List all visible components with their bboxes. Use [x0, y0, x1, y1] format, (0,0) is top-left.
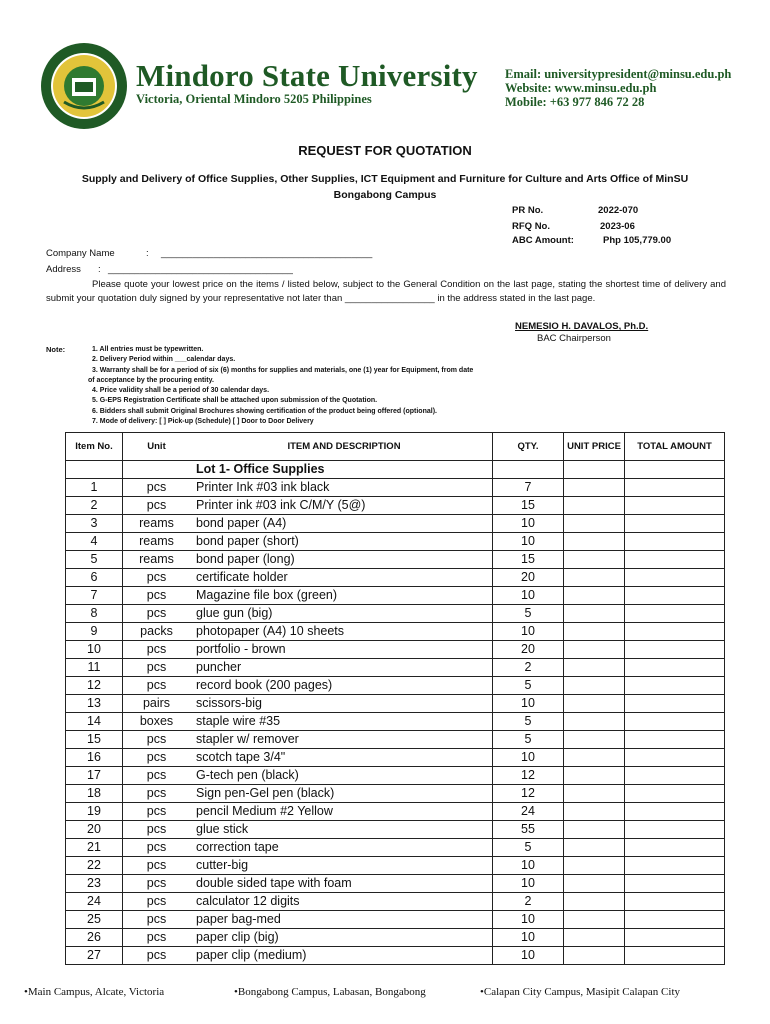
item-unit: pcs	[123, 677, 191, 695]
unit-price-cell[interactable]	[564, 947, 625, 965]
item-description: stapler w/ remover	[190, 731, 493, 749]
item-number: 22	[66, 857, 123, 875]
item-description: Magazine file box (green)	[190, 587, 493, 605]
item-unit: pcs	[123, 479, 191, 497]
item-number: 7	[66, 587, 123, 605]
table-row	[66, 785, 725, 803]
item-quantity: 2	[493, 893, 564, 911]
header-total-amount: TOTAL AMOUNT	[625, 433, 725, 461]
item-quantity: 15	[493, 497, 564, 515]
company-name-label: Company Name	[46, 248, 115, 259]
note-item: 2. Delivery Period within ___calendar days.	[92, 356, 236, 364]
unit-price-cell[interactable]	[564, 839, 625, 857]
total-amount-cell[interactable]	[625, 641, 725, 659]
item-description: Sign pen-Gel pen (black)	[190, 785, 493, 803]
header-item-no: Item No.	[66, 433, 123, 461]
unit-price-cell[interactable]	[564, 785, 625, 803]
university-name: Mindoro State University	[136, 58, 478, 93]
item-number: 3	[66, 515, 123, 533]
total-amount-cell[interactable]	[625, 551, 725, 569]
header-unit: Unit	[123, 433, 191, 461]
item-quantity: 10	[493, 911, 564, 929]
item-number: 13	[66, 695, 123, 713]
abc-value: Php 105,779.00	[603, 235, 672, 246]
unit-price-cell[interactable]	[564, 857, 625, 875]
total-amount-cell[interactable]	[625, 947, 725, 965]
unit-price-cell[interactable]	[564, 533, 625, 551]
unit-price-cell[interactable]	[564, 875, 625, 893]
table-row	[66, 551, 725, 569]
item-number: 1	[66, 479, 123, 497]
item-number: 20	[66, 821, 123, 839]
item-unit: pcs	[123, 731, 191, 749]
item-number: 12	[66, 677, 123, 695]
table-row	[66, 623, 725, 641]
table-row	[66, 875, 725, 893]
item-number: 19	[66, 803, 123, 821]
item-description: pencil Medium #2 Yellow	[190, 803, 493, 821]
item-quantity: 10	[493, 587, 564, 605]
contact-mobile: Mobile: +63 977 846 72 28	[505, 95, 645, 109]
note-item: 6. Bidders shall submit Original Brochures showing certification of the product being offered (optional).	[92, 407, 437, 415]
item-quantity: 55	[493, 821, 564, 839]
table-row	[66, 533, 725, 551]
table-row	[66, 569, 725, 587]
item-number: 9	[66, 623, 123, 641]
item-unit: pcs	[123, 497, 191, 515]
item-quantity: 20	[493, 641, 564, 659]
rfq-value: 2023-06	[600, 221, 635, 232]
total-amount-cell[interactable]	[625, 785, 725, 803]
table-row	[66, 803, 725, 821]
item-quantity: 10	[493, 533, 564, 551]
item-unit: pcs	[123, 839, 191, 857]
item-description: staple wire #35	[190, 713, 493, 731]
item-unit: pcs	[123, 641, 191, 659]
contact-website: Website: www.minsu.edu.ph	[505, 81, 657, 95]
note-item: 1. All entries must be typewritten.	[92, 346, 204, 353]
total-amount-cell[interactable]	[625, 893, 725, 911]
unit-price-cell[interactable]	[564, 749, 625, 767]
note-item: 3. Warranty shall be for a period of six (6) months for supplies and materials, one (1) year for Equipment, from date	[92, 366, 474, 374]
total-amount-cell[interactable]	[625, 911, 725, 929]
item-quantity: 10	[493, 947, 564, 965]
table-row	[66, 929, 725, 947]
total-amount-cell[interactable]	[625, 767, 725, 785]
lot-row	[66, 461, 725, 479]
item-quantity: 5	[493, 731, 564, 749]
item-quantity: 10	[493, 749, 564, 767]
item-description: record book (200 pages)	[190, 677, 493, 695]
item-number: 11	[66, 659, 123, 677]
item-quantity: 5	[493, 839, 564, 857]
contact-email: Email: universitypresident@minsu.edu.ph	[505, 67, 732, 81]
notes-list	[90, 345, 473, 427]
unit-price-cell[interactable]	[564, 695, 625, 713]
item-quantity: 10	[493, 623, 564, 641]
note-item: of acceptance by the procuring entity.	[88, 376, 214, 384]
item-quantity: 5	[493, 605, 564, 623]
item-number: 27	[66, 947, 123, 965]
total-amount-cell[interactable]	[625, 497, 725, 515]
total-amount-cell[interactable]	[625, 569, 725, 587]
item-quantity: 20	[493, 569, 564, 587]
total-amount-cell[interactable]	[625, 533, 725, 551]
table-row	[66, 605, 725, 623]
item-quantity: 10	[493, 875, 564, 893]
item-quantity: 10	[493, 695, 564, 713]
item-unit: reams	[123, 515, 191, 533]
item-quantity: 5	[493, 713, 564, 731]
item-number: 18	[66, 785, 123, 803]
unit-price-cell[interactable]	[564, 713, 625, 731]
item-number: 2	[66, 497, 123, 515]
footer-calapan-campus: •Calapan City Campus, Masipit Calapan City	[480, 986, 680, 998]
unit-price-cell[interactable]	[564, 479, 625, 497]
item-description: bond paper (long)	[190, 551, 493, 569]
unit-price-cell[interactable]	[564, 767, 625, 785]
table-row	[66, 731, 725, 749]
total-amount-cell[interactable]	[625, 731, 725, 749]
document-title: REQUEST FOR QUOTATION	[298, 143, 472, 158]
table-row	[66, 515, 725, 533]
item-unit: pcs	[123, 749, 191, 767]
unit-price-cell[interactable]	[564, 911, 625, 929]
note-item: 4. Price validity shall be a period of 30 calendar days.	[92, 387, 270, 395]
table-row	[66, 659, 725, 677]
total-amount-cell[interactable]	[625, 515, 725, 533]
item-unit: pcs	[123, 569, 191, 587]
unit-price-cell[interactable]	[564, 497, 625, 515]
unit-price-cell[interactable]	[564, 569, 625, 587]
header-unit-price: UNIT PRICE	[564, 433, 625, 461]
item-number: 15	[66, 731, 123, 749]
table-row	[66, 947, 725, 965]
total-amount-cell[interactable]	[625, 677, 725, 695]
unit-price-cell[interactable]	[564, 821, 625, 839]
item-quantity: 12	[493, 785, 564, 803]
total-amount-cell[interactable]	[625, 623, 725, 641]
total-amount-cell[interactable]	[625, 839, 725, 857]
table-row	[66, 497, 725, 515]
table-row	[66, 749, 725, 767]
table-row	[66, 677, 725, 695]
table-row	[66, 695, 725, 713]
item-description: paper clip (medium)	[190, 947, 493, 965]
item-unit: pcs	[123, 947, 191, 965]
item-quantity: 2	[493, 659, 564, 677]
note-item: 5. G-EPS Registration Certificate shall be attached upon submission of the Quotation.	[92, 397, 378, 405]
item-number: 8	[66, 605, 123, 623]
address-field[interactable]: ___________________________________	[108, 264, 293, 275]
item-unit: pcs	[123, 785, 191, 803]
pr-value: 2022-070	[598, 205, 639, 216]
total-amount-cell[interactable]	[625, 587, 725, 605]
item-unit: boxes	[123, 713, 191, 731]
university-seal-logo	[40, 42, 128, 130]
table-row	[66, 911, 725, 929]
item-number: 24	[66, 893, 123, 911]
signatory-name: NEMESIO H. DAVALOS, Ph.D.	[515, 321, 649, 332]
unit-price-cell[interactable]	[564, 731, 625, 749]
note-label: Note:	[46, 345, 66, 354]
item-description: double sided tape with foam	[190, 875, 493, 893]
unit-price-cell[interactable]	[564, 803, 625, 821]
unit-price-cell[interactable]	[564, 587, 625, 605]
item-number: 4	[66, 533, 123, 551]
header-qty: QTY.	[493, 433, 564, 461]
item-unit: pcs	[123, 821, 191, 839]
unit-price-cell[interactable]	[564, 677, 625, 695]
address-label: Address	[46, 264, 81, 275]
item-description: scotch tape 3/4"	[190, 749, 493, 767]
item-description: glue gun (big)	[190, 605, 493, 623]
item-description: glue stick	[190, 821, 493, 839]
item-number: 5	[66, 551, 123, 569]
table-row	[66, 767, 725, 785]
signatory-title: BAC Chairperson	[537, 333, 611, 344]
lot-title: Lot 1- Office Supplies	[190, 461, 493, 479]
total-amount-cell[interactable]	[625, 821, 725, 839]
item-unit: pcs	[123, 875, 191, 893]
item-description: calculator 12 digits	[190, 893, 493, 911]
total-amount-cell[interactable]	[625, 803, 725, 821]
total-amount-cell[interactable]	[625, 749, 725, 767]
table-row	[66, 857, 725, 875]
item-number: 16	[66, 749, 123, 767]
item-number: 14	[66, 713, 123, 731]
item-unit: pcs	[123, 587, 191, 605]
item-description: puncher	[190, 659, 493, 677]
total-amount-cell[interactable]	[625, 479, 725, 497]
item-number: 6	[66, 569, 123, 587]
item-quantity: 10	[493, 515, 564, 533]
item-unit: pcs	[123, 929, 191, 947]
total-amount-cell[interactable]	[625, 713, 725, 731]
table-row	[66, 839, 725, 857]
item-unit: pcs	[123, 857, 191, 875]
item-unit: pcs	[123, 659, 191, 677]
item-description: Printer ink #03 ink C/M/Y (5@)	[190, 497, 493, 515]
university-address: Victoria, Oriental Mindoro 5205 Philippines	[136, 92, 372, 106]
table-header-row	[66, 433, 725, 461]
header-description: ITEM AND DESCRIPTION	[190, 433, 493, 461]
item-description: bond paper (A4)	[190, 515, 493, 533]
item-unit: pcs	[123, 893, 191, 911]
item-unit: reams	[123, 551, 191, 569]
instructions-paragraph: Please quote your lowest price on the items / listed below, subject to the General Condition on the last page, stating the shortest time of delivery and submit your quotation duly signed by your representative not later than _________________ in the address stated in the last page.	[46, 279, 726, 304]
item-description: cutter-big	[190, 857, 493, 875]
items-table	[65, 432, 725, 965]
item-description: bond paper (short)	[190, 533, 493, 551]
unit-price-cell[interactable]	[564, 605, 625, 623]
table-row	[66, 893, 725, 911]
item-description: scissors-big	[190, 695, 493, 713]
document-subtitle	[40, 171, 730, 203]
note-item: 7. Mode of delivery: [ ] Pick-up (Schedule) [ ] Door to Door Delivery	[92, 418, 314, 426]
total-amount-cell[interactable]	[625, 605, 725, 623]
table-row	[66, 821, 725, 839]
item-number: 17	[66, 767, 123, 785]
item-description: paper clip (big)	[190, 929, 493, 947]
item-unit: pcs	[123, 911, 191, 929]
unit-price-cell[interactable]	[564, 641, 625, 659]
item-quantity: 24	[493, 803, 564, 821]
item-description: Printer Ink #03 ink black	[190, 479, 493, 497]
item-unit: pcs	[123, 767, 191, 785]
item-description: certificate holder	[190, 569, 493, 587]
footer-bongabong-campus: •Bongabong Campus, Labasan, Bongabong	[234, 986, 426, 998]
item-quantity: 15	[493, 551, 564, 569]
item-unit: pairs	[123, 695, 191, 713]
item-number: 26	[66, 929, 123, 947]
item-number: 25	[66, 911, 123, 929]
table-row	[66, 641, 725, 659]
total-amount-cell[interactable]	[625, 695, 725, 713]
item-quantity: 7	[493, 479, 564, 497]
table-row	[66, 587, 725, 605]
table-row	[66, 479, 725, 497]
total-amount-cell[interactable]	[625, 875, 725, 893]
company-name-separator: :	[146, 248, 149, 259]
company-name-field[interactable]: ________________________________________	[161, 248, 373, 259]
item-quantity: 10	[493, 929, 564, 947]
item-description: paper bag-med	[190, 911, 493, 929]
unit-price-cell[interactable]	[564, 515, 625, 533]
item-quantity: 10	[493, 857, 564, 875]
item-number: 10	[66, 641, 123, 659]
table-row	[66, 713, 725, 731]
item-unit: pcs	[123, 803, 191, 821]
unit-price-cell[interactable]	[564, 551, 625, 569]
subtitle-line-1: Supply and Delivery of Office Supplies, Other Supplies, ICT Equipment and Furniture for Culture and Arts Office of MinSU	[81, 173, 689, 185]
item-number: 21	[66, 839, 123, 857]
item-quantity: 12	[493, 767, 564, 785]
footer-main-campus: •Main Campus, Alcate, Victoria	[24, 986, 165, 998]
item-unit: packs	[123, 623, 191, 641]
unit-price-cell[interactable]	[564, 659, 625, 677]
item-description: portfolio - brown	[190, 641, 493, 659]
total-amount-cell[interactable]	[625, 857, 725, 875]
total-amount-cell[interactable]	[625, 659, 725, 677]
unit-price-cell[interactable]	[564, 893, 625, 911]
item-unit: pcs	[123, 605, 191, 623]
item-unit: reams	[123, 533, 191, 551]
subtitle-line-2: Bongabong Campus	[333, 189, 437, 201]
pr-label: PR No.	[512, 205, 544, 216]
abc-label: ABC Amount:	[512, 235, 574, 246]
unit-price-cell[interactable]	[564, 929, 625, 947]
item-description: G-tech pen (black)	[190, 767, 493, 785]
item-description: photopaper (A4) 10 sheets	[190, 623, 493, 641]
rfq-label: RFQ No.	[512, 221, 550, 232]
unit-price-cell[interactable]	[564, 623, 625, 641]
address-separator: :	[98, 264, 101, 275]
item-number: 23	[66, 875, 123, 893]
total-amount-cell[interactable]	[625, 929, 725, 947]
item-description: correction tape	[190, 839, 493, 857]
item-quantity: 5	[493, 677, 564, 695]
